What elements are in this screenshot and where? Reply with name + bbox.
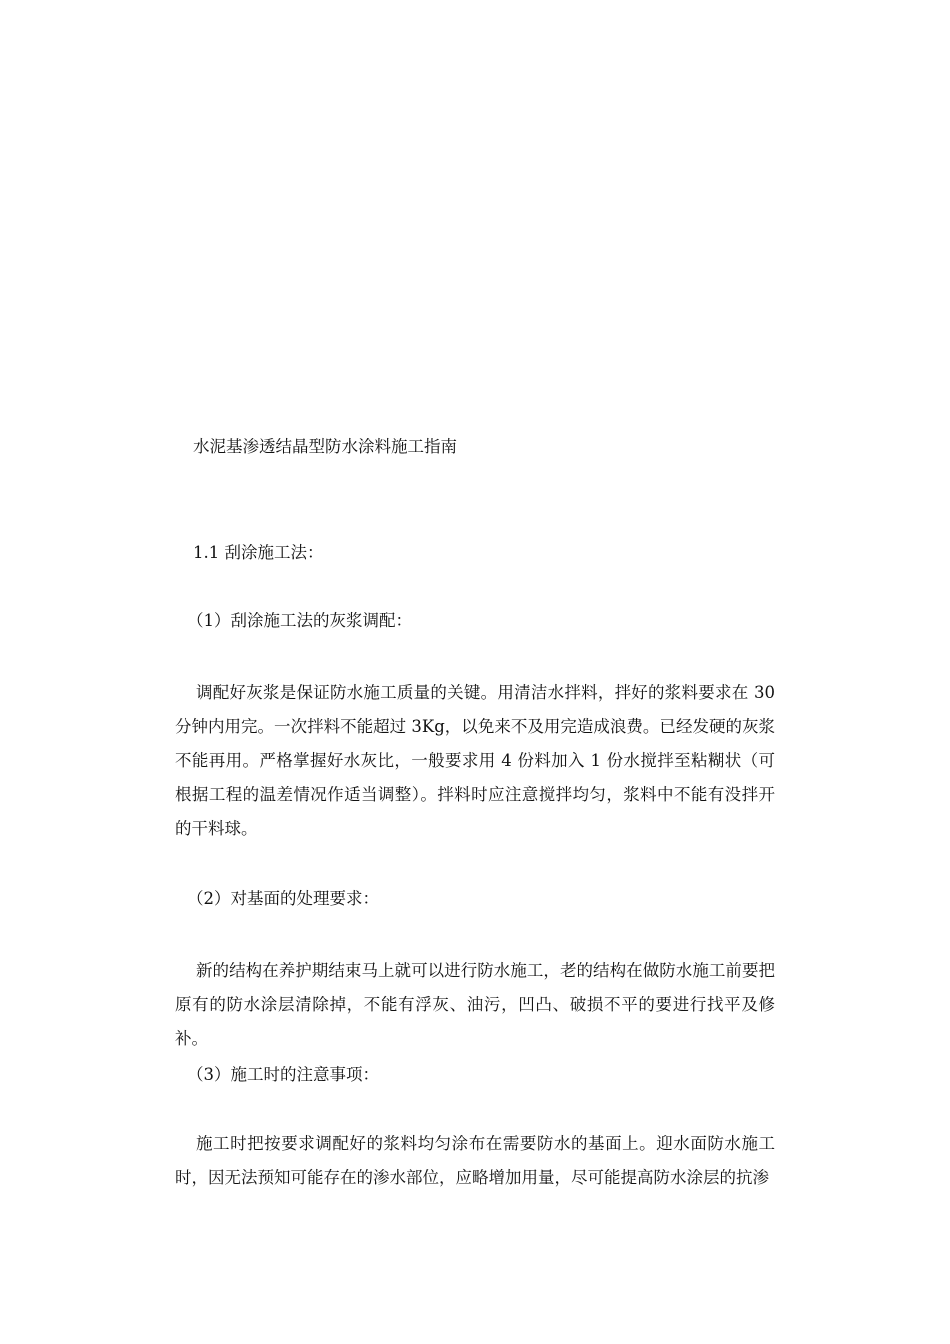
subsection-1-body: 调配好灰浆是保证防水施工质量的关键。用清洁水拌料，拌好的浆料要求在 30 分钟内用完。一次拌料不能超过 3Kg，以免来不及用完造成浪费。已经发硬的灰浆不能再用。严格掌握好水灰比，一般要求用 4 份料加入 1 份水搅拌至粘糊状（可根据工程的温差情况作适当调整）。拌料时应注意搅拌均匀，浆料中不能有没拌开的干料球。 <box>175 683 775 838</box>
subsection-3-heading: （3）施工时的注意事项： <box>187 1065 379 1084</box>
subsection-2-body: 新的结构在养护期结束马上就可以进行防水施工，老的结构在做防水施工前要把原有的防水涂层清除掉，不能有浮灰、油污，凹凸、破损不平的要进行找平及修补。 <box>175 961 775 1048</box>
section-heading: 1.1 刮涂施工法： <box>193 543 324 562</box>
subsection-1-heading: （1）刮涂施工法的灰浆调配： <box>187 611 412 630</box>
document-title: 水泥基渗透结晶型防水涂料施工指南 <box>193 437 457 456</box>
subsection-2-heading: （2）对基面的处理要求： <box>187 889 379 908</box>
subsection-3-body: 施工时把按要求调配好的浆料均匀涂布在需要防水的基面上。迎水面防水施工时，因无法预知可能存在的渗水部位，应略增加用量，尽可能提高防水涂层的抗渗 <box>175 1134 775 1187</box>
